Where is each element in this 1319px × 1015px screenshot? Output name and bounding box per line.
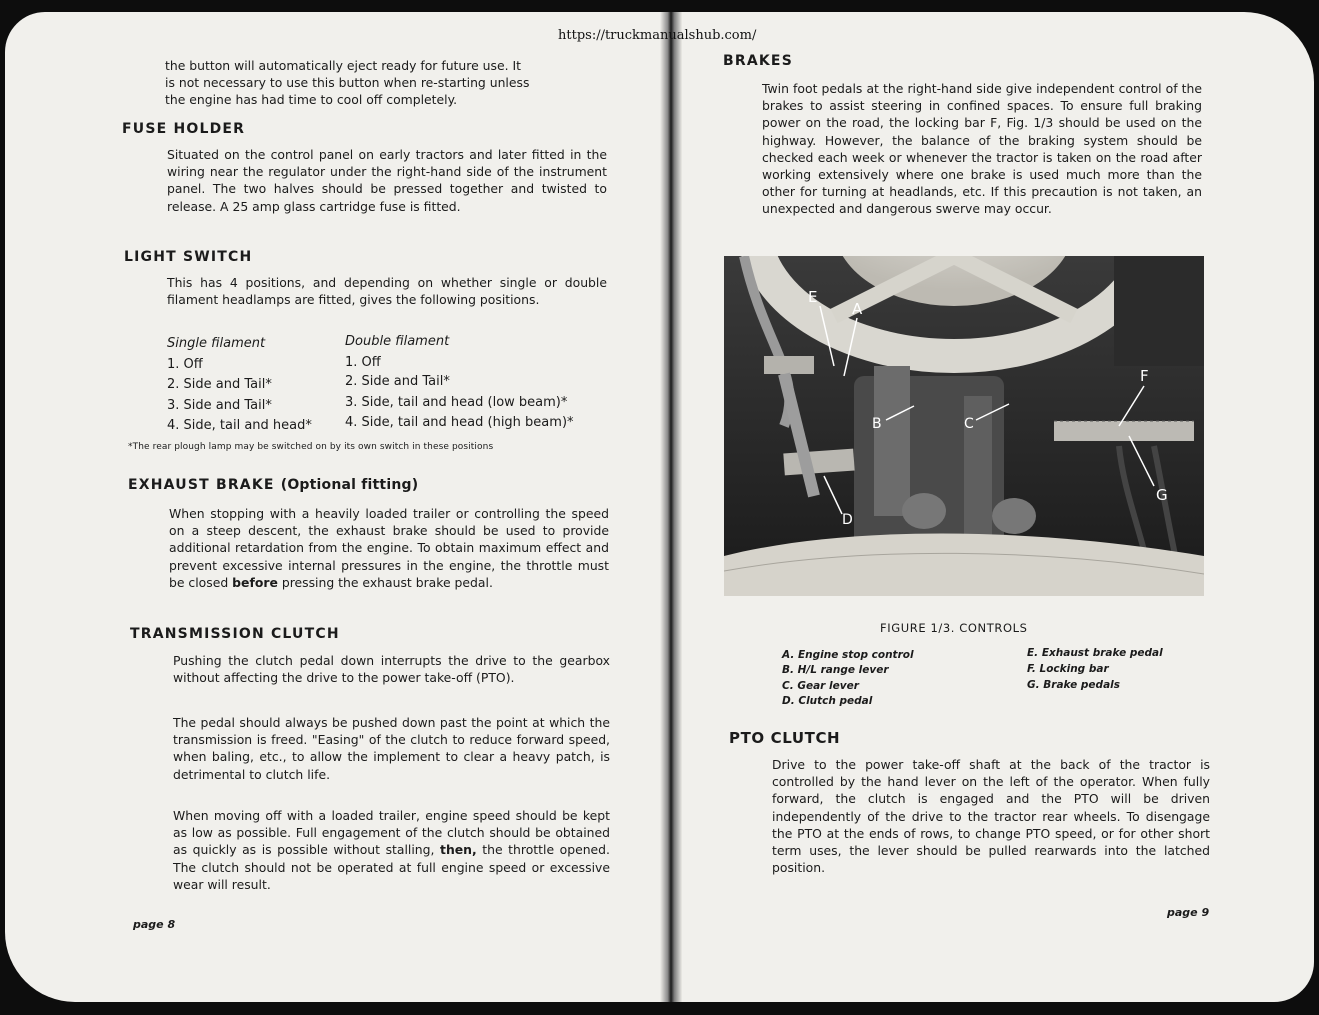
exhaust-brake-emphasis: before <box>232 574 278 590</box>
page-number-left: page 8 <box>133 918 176 931</box>
callout-label: B <box>872 416 882 432</box>
transmission-clutch-heading: TRANSMISSION CLUTCH <box>130 626 340 642</box>
exhaust-brake-optional: (Optional fitting) <box>280 477 419 493</box>
callout-label: D <box>842 512 853 528</box>
light-switch-body: This has 4 positions, and depending on whether single or double filament headlamps are fitted, gives the following positions. <box>167 275 607 308</box>
exhaust-brake-text: When stopping with a heavily loaded trailer or controlling the speed on a steep descent, the exhaust brake should be used to provide additional retardation from the engine. To obtain maximum effect and prevent excessive internal pressures in the engine, the throttle must be closed <box>169 506 609 590</box>
brakes-body: Twin foot pedals at the right-hand side give independent control of the brakes to assist steering in confined spaces. To ensure full braking power on the road, the locking bar F, Fig. 1/3 should be used on the highway. However, the balance of the braking system should be checked each week or whenever the tractor is taken on the road after working extensively where one brake is used much more than the other for turning at headlands, etc. If this precaution is not taken, an unexpected and dangerous swerve may occur. <box>762 81 1202 217</box>
light-switch-heading: LIGHT SWITCH <box>124 249 253 265</box>
single-filament-heading: Single filament <box>167 336 266 351</box>
single-filament-row: 4. Side, tail and head* <box>167 418 312 433</box>
callout-label: A <box>852 300 863 318</box>
exhaust-brake-body <box>169 505 609 591</box>
pto-clutch-body: Drive to the power take-off shaft at the back of the tractor is controlled by the hand lever on the left of the operator. When fully forward, the clutch is engaged and the PTO will be driven independently of the drive to the tractor rear wheels. To disengage the PTO at the ends of rows, to change PTO speed, or for other short term uses, the lever should be pulled rearwards into the latched position. <box>772 757 1210 876</box>
figure-caption: FIGURE 1/3. CONTROLS <box>880 621 1028 635</box>
transmission-clutch-text: When moving off with a loaded trailer, engine speed should be kept as low as possible. Full engagement of the clutch should be obtained as quickly as is possible without stalling, <box>173 808 610 858</box>
watermark-url: https://truckmanualshub.com/ <box>558 28 757 43</box>
brakes-heading: BRAKES <box>723 53 793 69</box>
single-filament-row: 2. Side and Tail* <box>167 377 272 392</box>
legend-item: F. Locking bar <box>1027 663 1109 675</box>
controls-photo <box>724 256 1204 596</box>
light-switch-footnote: *The rear plough lamp may be switched on by its own switch in these positions <box>128 442 494 452</box>
single-filament-row: 1. Off <box>167 357 203 372</box>
intro-line: is not necessary to use this button when re-starting unless <box>165 75 530 91</box>
book-gutter <box>660 12 682 1002</box>
exhaust-brake-title: EXHAUST BRAKE <box>128 477 275 493</box>
page-number-right: page 9 <box>1167 906 1210 919</box>
callout-label: F <box>1140 367 1149 385</box>
intro-line: the button will automatically eject ready for future use. It <box>165 58 521 73</box>
double-filament-row: 4. Side, tail and head (high beam)* <box>345 415 574 430</box>
controls-photo-drawing <box>724 256 1204 596</box>
exhaust-brake-heading <box>128 477 418 493</box>
transmission-clutch-para-2: The pedal should always be pushed down past the point at which the transmission is freed. "Easing" of the clutch to reduce forward speed, when baling, etc., to allow the implement to clear a heavy patch, is detrimental to clutch life. <box>173 715 610 782</box>
double-filament-heading: Double filament <box>345 334 450 349</box>
double-filament-row: 2. Side and Tail* <box>345 374 450 389</box>
exhaust-brake-text: pressing the exhaust brake pedal. <box>281 574 493 590</box>
legend-item: B. H/L range lever <box>782 664 889 676</box>
callout-label: E <box>808 288 818 306</box>
intro-line: the engine has had time to cool off completely. <box>165 92 458 108</box>
legend-item: C. Gear lever <box>782 680 859 692</box>
fuse-holder-heading: FUSE HOLDER <box>122 121 246 137</box>
callout-label: G <box>1156 486 1168 504</box>
legend-item: A. Engine stop control <box>782 649 914 661</box>
single-filament-row: 3. Side and Tail* <box>167 398 272 413</box>
transmission-clutch-para-1: Pushing the clutch pedal down interrupts the drive to the gearbox without affecting the drive to the power take-off (PTO). <box>173 653 610 686</box>
legend-item: G. Brake pedals <box>1027 679 1121 691</box>
fuse-holder-body: Situated on the control panel on early tractors and later fitted in the wiring near the regulator under the right-hand side of the instrument panel. The two halves should be pressed together and twisted to release. A 25 amp glass cartridge fuse is fitted. <box>167 147 607 214</box>
transmission-clutch-emphasis: then, <box>440 842 477 858</box>
pto-clutch-heading: PTO CLUTCH <box>729 729 841 747</box>
legend-item: E. Exhaust brake pedal <box>1027 647 1163 659</box>
intro-text <box>165 57 605 109</box>
callout-label: C <box>964 416 974 432</box>
transmission-clutch-para-3 <box>173 807 610 893</box>
double-filament-row: 3. Side, tail and head (low beam)* <box>345 395 568 410</box>
transmission-clutch-text: the throttle opened. The clutch should not be operated at full engine speed or excessive wear will result. <box>173 842 610 892</box>
double-filament-row: 1. Off <box>345 355 381 370</box>
legend-item: D. Clutch pedal <box>782 695 873 707</box>
